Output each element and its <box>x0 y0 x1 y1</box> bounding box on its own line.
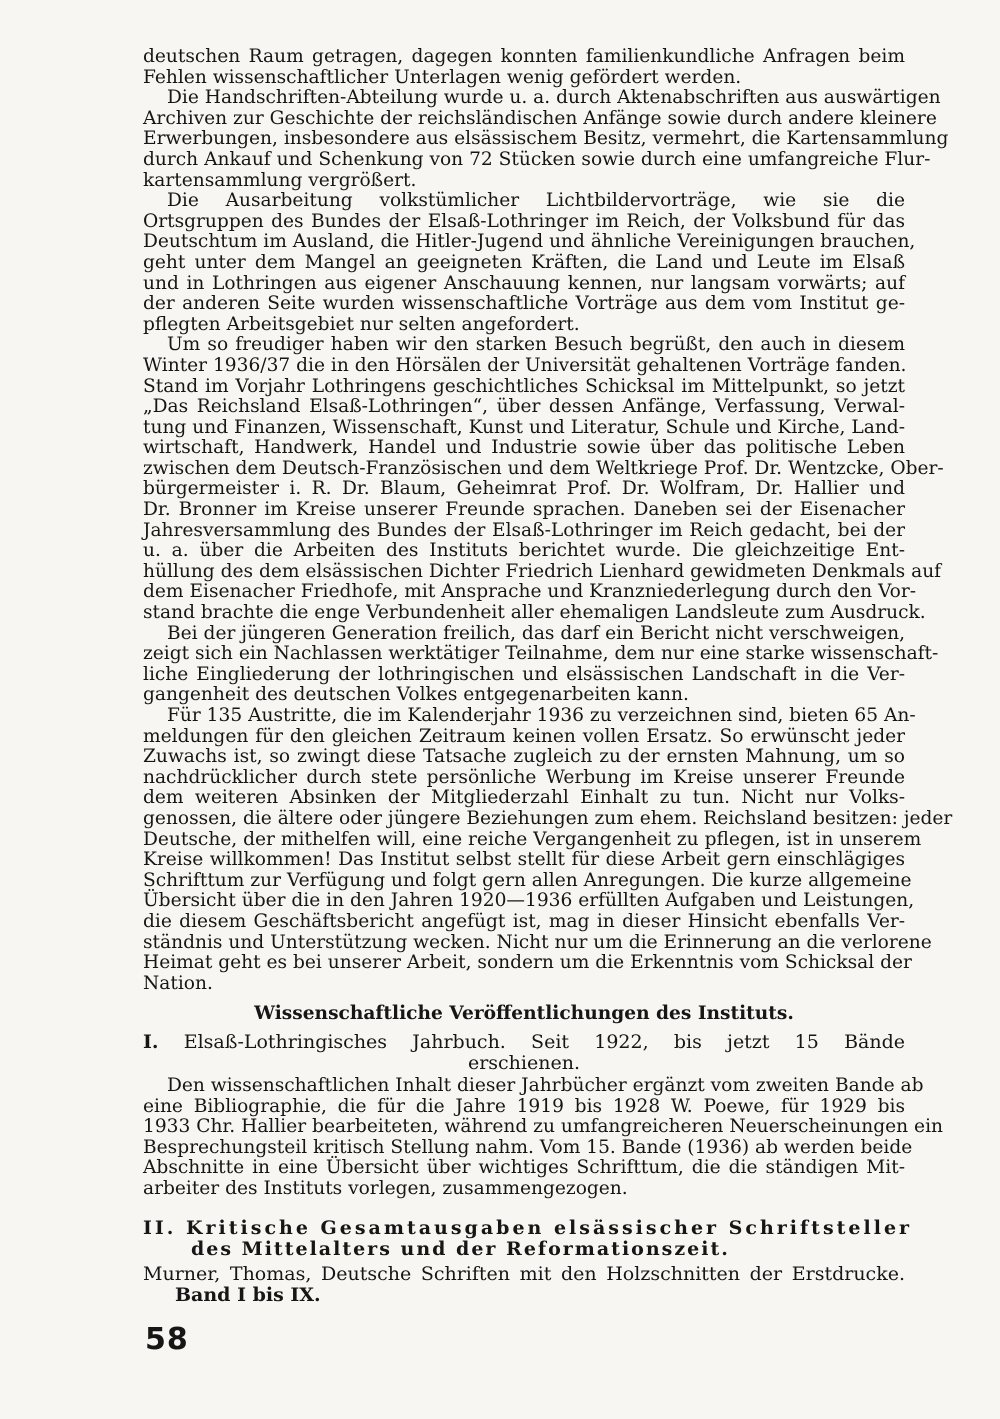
text-line: kartensammlung vergrößert. <box>143 169 417 191</box>
text-line: die diesem Geschäftsbericht angefügt ist, mag in dieser Hinsicht ebenfalls Ver- <box>143 910 905 932</box>
text-line: Bei der jüngeren Generation freilich, das darf ein Bericht nicht verschweigen, <box>167 622 905 644</box>
publication-entry-1 <box>143 1032 905 1074</box>
text-line: ständnis und Unterstützung wecken. Nicht nur um die Erinnerung an die verlorene <box>143 931 932 953</box>
text-line: arbeiter des Instituts vorlegen, zusammengezogen. <box>143 1177 628 1199</box>
text-line: wirtschaft, Handwerk, Handel und Industrie sowie über das politische Leben <box>143 437 905 459</box>
page-number: 58 <box>145 1322 189 1357</box>
publication-entry-2 <box>143 1217 913 1260</box>
text-line: Fehlen wissenschaftlicher Unterlagen wenig gefördert werden. <box>143 66 742 88</box>
text-line: Um so freudiger haben wir den starken Besuch begrüßt, den auch in diesem <box>167 334 905 356</box>
text-line: geht unter dem Mangel an geeigneten Kräften, die Land und Leute im Elsaß <box>143 251 905 273</box>
text-line: „Das Reichsland Elsaß-Lothringen“, über dessen Anfänge, Verfassung, Verwal- <box>143 396 905 418</box>
murner-entry-volumes: Band I bis IX. <box>175 1284 321 1306</box>
text-line: Die Ausarbeitung volkstümlicher Lichtbildervorträge, wie sie die <box>167 190 905 212</box>
text-line: Schrifttum zur Verfügung und folgt gern allen Anregungen. Die kurze allgemeine <box>143 869 912 891</box>
text-line: nachdrücklicher durch stete persönliche Werbung im Kreise unserer Freunde <box>143 766 905 788</box>
text-line: Deutsche, der mithelfen will, eine reiche Vergangenheit zu pflegen, ist in unserem <box>143 828 922 850</box>
text-line: und in Lothringen aus eigener Anschauung kennen, nur langsam vorwärts; auf <box>143 272 905 294</box>
murner-entry-title: Murner, Thomas, Deutsche Schriften mit den Holzschnitten der Erstdrucke. <box>143 1263 905 1285</box>
text-line: zeigt sich ein Nachlassen werktätiger Teilnahme, dem nur eine starke wissenschaft- <box>143 643 939 665</box>
entry-1-numeral: I. <box>143 1031 159 1053</box>
text-line: 1933 Chr. Hallier bearbeiteten, während zu umfangreicheren Neuerscheinungen ein <box>143 1116 943 1138</box>
text-line: Kreise willkommen! Das Institut selbst stellt für diese Arbeit gern einschlägiges <box>143 849 905 871</box>
entry-2-title-line <box>143 1217 913 1239</box>
text-line: meldungen für den gleichen Zeitraum keinen vollen Ersatz. So erwünscht jeder <box>143 725 905 747</box>
murner-entry <box>143 1264 905 1306</box>
text-line: gangenheit des deutschen Volkes entgegenarbeiten kann. <box>143 684 689 706</box>
text-line: Den wissenschaftlichen Inhalt dieser Jahrbücher ergänzt vom zweiten Bande ab <box>167 1075 924 1096</box>
text-line: Deutschtum im Ausland, die Hitler-Jugend und ähnliche Vereinigungen brauchen, <box>143 231 916 253</box>
section-heading: Wissenschaftliche Veröffentlichungen des Instituts. <box>254 1003 794 1024</box>
entry-1-description <box>143 1075 943 1200</box>
text-line: liche Eingliederung der lothringischen und elsässischen Landschaft in die Ver- <box>143 663 905 685</box>
text-line: tung und Finanzen, Wissenschaft, Kunst und Literatur, Schule und Kirche, Land- <box>143 416 905 438</box>
entry-2-numeral: II. <box>143 1217 177 1239</box>
text-line: pflegten Arbeitsgebiet nur selten angefordert. <box>143 313 580 335</box>
entry-1-title: Elsaß-Lothringisches Jahrbuch. Seit 1922, bis jetzt 15 Bände <box>183 1031 905 1053</box>
text-line: Ortsgruppen des Bundes der Elsaß-Lothringer im Reich, der Volksbund für das <box>143 210 905 232</box>
text-line: eine Bibliographie, die für die Jahre 1919 bis 1928 W. Poewe, für 1929 bis <box>143 1095 905 1117</box>
text-line: Winter 1936/37 die in den Hörsälen der Universität gehaltenen Vorträge fanden. <box>143 354 907 376</box>
entry-1-title-line <box>143 1032 905 1053</box>
text-line: Übersicht über die in den Jahren 1920—1936 erfüllten Aufgaben und Leistungen, <box>143 890 915 912</box>
text-line: Stand im Vorjahr Lothringens geschichtliches Schicksal im Mittelpunkt, so jetzt <box>143 375 905 397</box>
text-line: dem weiteren Absinken der Mitgliederzahl Einhalt zu tun. Nicht nur Volks- <box>143 787 905 809</box>
text-line: Besprechungsteil kritisch Stellung nahm. Vom 15. Bande (1936) ab werden beide <box>143 1136 913 1158</box>
text-line: bürgermeister i. R. Dr. Blaum, Geheimrat Prof. Dr. Wolfram, Dr. Hallier und <box>143 478 905 500</box>
text-line: hüllung des dem elsässischen Dichter Friedrich Lienhard gewidmeten Denkmals auf <box>143 560 942 582</box>
text-line: zwischen dem Deutsch-Französischen und dem Weltkriege Prof. Dr. Wentzcke, Ober- <box>143 457 944 479</box>
text-line: Nation. <box>143 972 213 994</box>
text-line: genossen, die ältere oder jüngere Beziehungen zum ehem. Reichsland besitzen: jeder <box>143 807 953 829</box>
entry-2-title: Kritische Gesamtausgaben elsässischer Schriftsteller <box>186 1217 913 1239</box>
text-line: Dr. Bronner im Kreise unserer Freunde sprachen. Daneben sei der Eisenacher <box>143 499 905 521</box>
text-line: Abschnitte in eine Übersicht über wichtiges Schrifttum, die die ständigen Mit- <box>143 1157 905 1179</box>
entry-1-title-continued: erschienen. <box>467 1052 581 1074</box>
body-text <box>143 46 953 994</box>
text-line: Die Handschriften-Abteilung wurde u. a. durch Aktenabschriften aus auswärtigen <box>167 87 941 109</box>
text-line: durch Ankauf und Schenkung von 72 Stücken sowie durch eine umfangreiche Flur- <box>143 148 931 170</box>
text-line: Jahresversammlung des Bundes der Elsaß-Lothringer im Reich gedacht, bei der <box>143 519 905 541</box>
text-line: deutschen Raum getragen, dagegen konnten familienkundliche Anfragen beim <box>143 46 905 67</box>
text-line: u. a. über die Arbeiten des Instituts berichtet wurde. Die gleichzeitige Ent- <box>143 540 905 562</box>
text-line: Archiven zur Geschichte der reichsländischen Anfänge sowie durch andere kleinere <box>143 107 937 129</box>
text-line: Zuwachs ist, so zwingt diese Tatsache zugleich zu der ernsten Mahnung, um so <box>143 746 905 768</box>
text-line: dem Eisenacher Friedhofe, mit Ansprache und Kranzniederlegung durch den Vor- <box>143 581 917 603</box>
text-line: stand brachte die enge Verbundenheit aller ehemaligen Landsleute zum Ausdruck. <box>143 602 926 624</box>
text-line: Heimat geht es bei unserer Arbeit, sondern um die Erkenntnis vom Schicksal der <box>143 952 912 974</box>
text-line: der anderen Seite wurden wissenschaftliche Vorträge aus dem vom Institut ge- <box>143 293 905 315</box>
text-line: Erwerbungen, insbesondere aus elsässischem Besitz, vermehrt, die Kartensammlung <box>143 128 949 150</box>
text-line: Für 135 Austritte, die im Kalenderjahr 1936 zu verzeichnen sind, bieten 65 An- <box>167 705 916 726</box>
entry-2-title-continued: des Mittelalters und der Reformationszeit. <box>191 1238 730 1260</box>
